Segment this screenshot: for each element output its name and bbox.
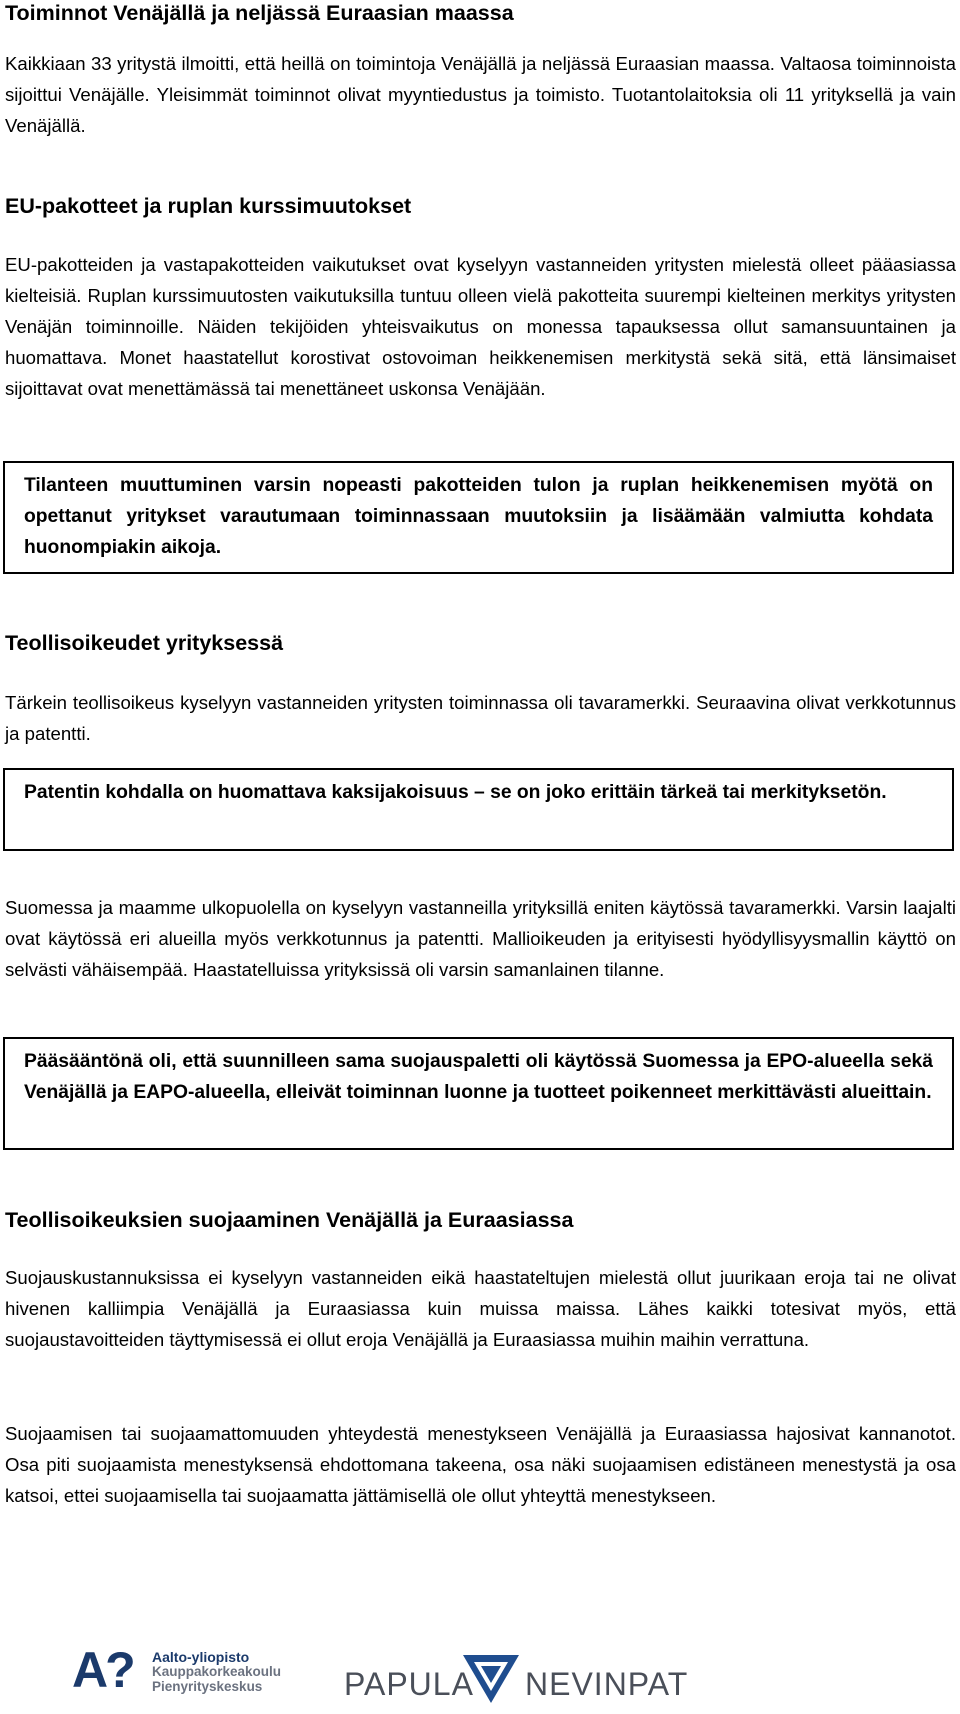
heading-protection: Teollisoikeuksien suojaaminen Venäjällä ja Euraasiassa <box>5 1208 574 1232</box>
paragraph-protection-costs: Suojauskustannuksissa ei kyselyyn vastanneiden eikä haastateltujen mielestä ollut juurikaan eroja tai ne olivat hivenen kalliimpia Venäjällä ja Euraasiassa kuin muissa maissa. Lähes kaikki totesivat myös, että suojaustavoitteiden täyttymisessä ei ollut eroja Venäjällä ja Euraasiassa muihin maihin verrattuna. <box>5 1267 956 1350</box>
heading-operations: Toiminnot Venäjällä ja neljässä Euraasian maassa <box>5 1 514 25</box>
aalto-logo <box>72 1642 282 1698</box>
callout-protection-palette: Pääsääntönä oli, että suunnilleen sama suojauspaletti oli käytössä Suomessa ja EPO-alueella sekä Venäjällä ja EAPO-alueella, elleivät toiminnan luonne ja tuotteet poikenneet merkittävästi alueittain. <box>24 1051 933 1103</box>
aalto-name: Aalto-yliopisto <box>152 1649 250 1665</box>
heading-sanctions: EU-pakotteet ja ruplan kurssimuutokset <box>5 194 412 218</box>
callout-patent: Patentin kohdalla on huomattava kaksijakoisuus – se on joko erittäin tärkeä tai merkityksetön. <box>24 782 887 803</box>
callout-box-patent <box>3 768 954 851</box>
paragraph-protection-success: Suojaamisen tai suojaamattomuuden yhteydestä menestykseen Venäjällä ja Euraasiassa hajosivat kannanotot. Osa piti suojaamista menestyksensä ehdottomana takeena, osa näki suojaamisen edistäneen menestystä ja osa katsoi, ettei suojaamisella tai suojaamatta jättämisellä ole ollut yhteyttä menestykseen. <box>5 1423 956 1506</box>
paragraph-operations: Kaikkiaan 33 yritystä ilmoitti, että heillä on toimintoja Venäjällä ja neljässä Euraasian maassa. Valtaosa toiminnoista sijoittui Venäjälle. Yleisimmät toiminnot olivat myyntiedustus ja toimisto. Tuotantolaitoksia oli 11 yrityksellä ja vain Venäjällä. <box>5 53 956 136</box>
heading-ip-rights: Teollisoikeudet yrityksessä <box>5 631 284 655</box>
papula-text: PAPULA <box>344 1666 474 1702</box>
aalto-school: Kauppakorkeakoulu <box>152 1664 282 1679</box>
callout-box-preparedness <box>3 461 954 574</box>
paragraph-sanctions: EU-pakotteiden ja vastapakotteiden vaikutukset ovat kyselyyn vastanneiden yritysten mielestä olleet pääasiassa kielteisiä. Ruplan kurssimuutosten vaikutuksilla tuntuu olleen vielä pakotteita suurempi kielteinen merkitys yritysten Venäjän toiminnoille. Näiden tekijöiden yhteisvaikutus on monessa tapauksessa ollut samansuuntainen ja huomattava. Monet haastatellut korostivat ostovoiman heikkenemisen merkitystä sekä sitä, että länsimaiset sijoittavat ovat menettämässä tai menettäneet uskonsa Venäjään. <box>5 254 956 399</box>
nevinpat-text: NEVINPAT <box>525 1666 689 1702</box>
callout-box-protection-palette <box>3 1037 954 1150</box>
aalto-mark: A? <box>72 1642 133 1698</box>
footer-logos <box>0 1642 960 1714</box>
paragraph-ip-rights: Tärkein teollisoikeus kyselyyn vastanneiden yritysten toiminnassa oli tavaramerkki. Seuraavina olivat verkkotunnus ja patentti. <box>5 692 956 744</box>
paragraph-ip-usage: Suomessa ja maamme ulkopuolella on kyselyyn vastanneilla yrityksillä eniten käytössä tavaramerkki. Varsin laajalti ovat käytössä eri alueilla myös verkkotunnus ja patentti. Mallioikeuden ja erityisesti hyödyllisyysmallin käyttö on selvästi vähäisempää. Haastatelluissa yrityksissä oli varsin samanlainen tilanne. <box>5 897 956 980</box>
callout-preparedness: Tilanteen muuttuminen varsin nopeasti pakotteiden tulon ja ruplan heikkenemisen myötä on opettanut yritykset varautumaan toiminnassaan muutoksiin ja lisäämään valmiutta kohdata huonompiakin aikoja. <box>24 475 933 558</box>
aalto-unit: Pienyrityskeskus <box>152 1679 263 1694</box>
papula-triangle-icon <box>462 1653 520 1705</box>
papula-nevinpat-logo <box>344 1649 944 1711</box>
